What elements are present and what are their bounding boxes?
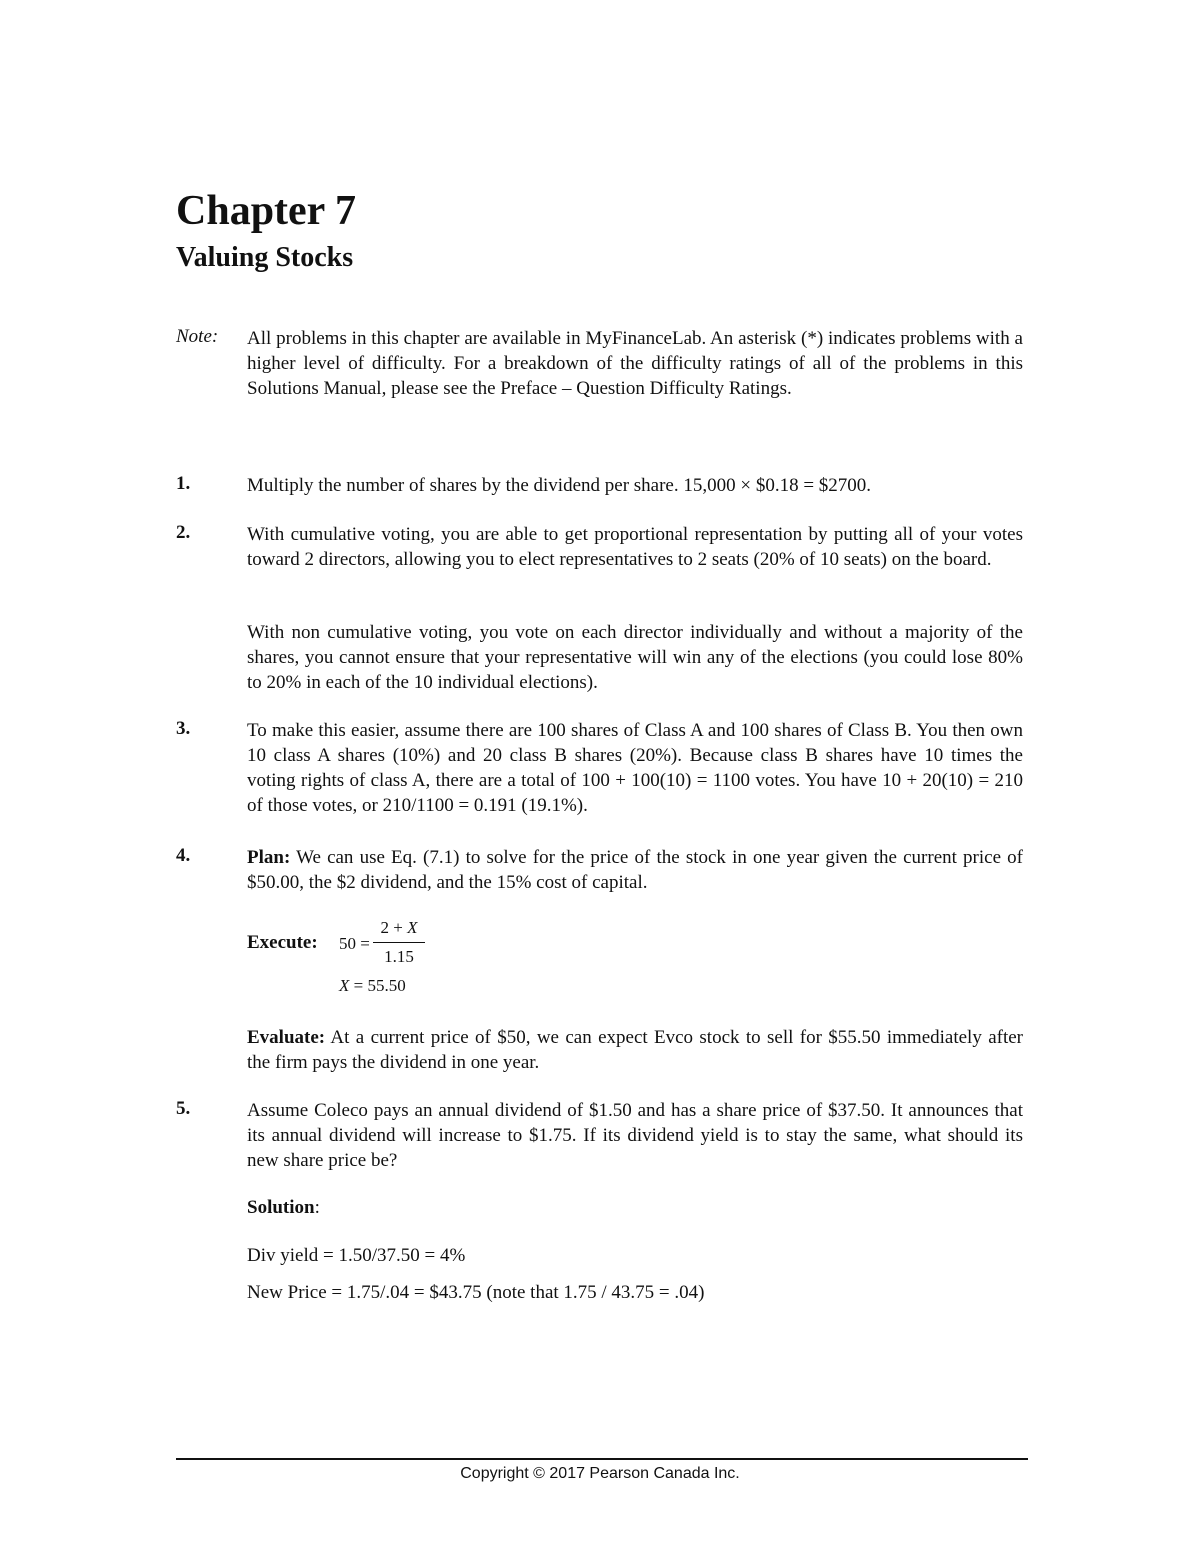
problem-5-div-yield: Div yield = 1.50/37.50 = 4%: [247, 1245, 466, 1266]
problem-1-number: 1.: [176, 473, 191, 494]
fraction-numerator: 2 + X: [380, 918, 418, 937]
problem-5-new-price: New Price = 1.75/.04 = $43.75 (note that 1.75 / 43.75 = .04): [247, 1282, 705, 1303]
fraction-bar: [373, 942, 425, 943]
execute-label: Execute:: [247, 932, 318, 953]
problem-5-solution-heading: Solution:: [247, 1197, 320, 1218]
evaluate-text: At a current price of $50, we can expect Evco stock to sell for $55.50 immediately after the firm pays the dividend in one year.: [247, 1027, 1023, 1073]
evaluate-label: Evaluate:: [247, 1027, 326, 1048]
problem-2-number: 2.: [176, 522, 191, 543]
note-text: All problems in this chapter are available in MyFinanceLab. An asterisk (*) indicates problems with a higher level of difficulty. For a breakdown of the difficulty ratings of all of the problems in this Solutions Manual, please see the Preface – Question Difficulty Ratings.: [247, 328, 1023, 399]
problem-5-question: Assume Coleco pays an annual dividend of $1.50 and has a share price of $37.50. It announces that its annual dividend will increase to $1.75. If its dividend yield is to stay the same, what should its new share price be?: [247, 1100, 1023, 1171]
problem-2-paragraph-1: With cumulative voting, you are able to get proportional representation by putting all of your votes toward 2 directors, allowing you to elect representatives to 2 seats (20% of 10 seats) on the board.: [247, 524, 1023, 570]
chapter-title: Chapter 7: [176, 188, 357, 234]
footer-copyright: Copyright © 2017 Pearson Canada Inc.: [460, 1465, 740, 1482]
note-label: Note:: [176, 326, 219, 347]
problem-2-paragraph-2: With non cumulative voting, you vote on each director individually and without a majority of the shares, you cannot ensure that your representative will win any of the elections (you could lose 80% to 20% in each of the 10 individual elections).: [247, 622, 1023, 693]
problem-4-plan: [247, 845, 1023, 895]
plan-text: We can use Eq. (7.1) to solve for the price of the stock in one year given the current price of $50.00, the $2 dividend, and the 15% cost of capital.: [247, 847, 1023, 893]
problem-4-number: 4.: [176, 845, 191, 866]
problem-3-number: 3.: [176, 718, 191, 739]
equation-fraction: [373, 918, 425, 967]
chapter-subtitle: Valuing Stocks: [176, 242, 354, 273]
equation-result: X = 55.50: [339, 976, 406, 995]
problem-3-text: To make this easier, assume there are 100 shares of Class A and 100 shares of Class B. You then own 10 class A shares (10%) and 20 class B shares (20%). Because class B shares have 10 times the voting rights of class A, there are a total of 100 + 100(10) = 1100 votes. You have 10 + 20(10) = 210 of those votes, or 210/1100 = 0.191 (19.1%).: [247, 720, 1023, 816]
problem-4-evaluate: [247, 1025, 1023, 1075]
fraction-denominator: 1.15: [384, 947, 414, 966]
equation-lhs: 50 =: [339, 934, 370, 953]
plan-label: Plan:: [247, 847, 291, 868]
problem-1-text: Multiply the number of shares by the dividend per share. 15,000 × $0.18 = $2700.: [247, 475, 872, 496]
problem-5-number: 5.: [176, 1098, 191, 1119]
solution-label: Solution: [247, 1197, 315, 1218]
footer-rule: [176, 1458, 1028, 1460]
